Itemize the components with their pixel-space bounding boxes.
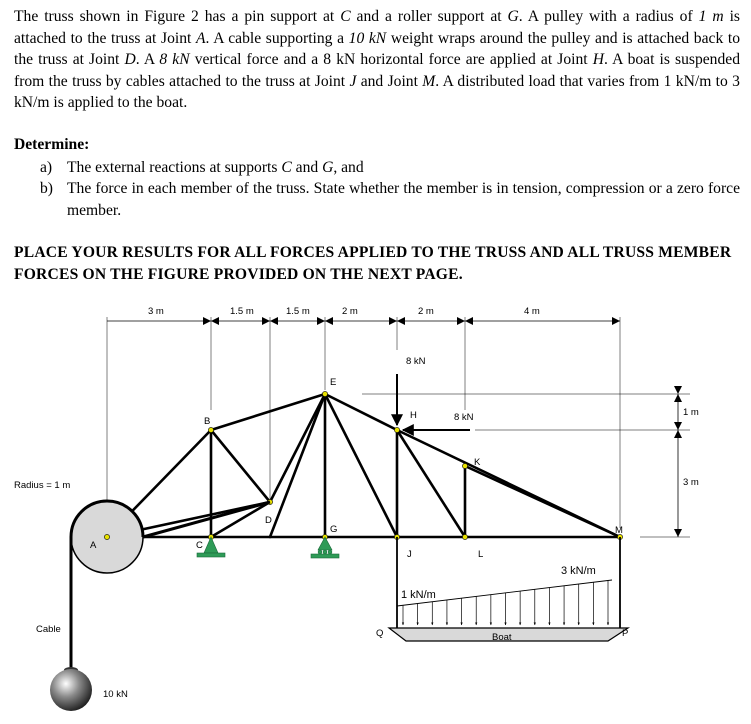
joint-label-P: P — [622, 628, 629, 639]
var: H — [592, 51, 604, 68]
var: 8 kN — [159, 51, 190, 68]
pulley — [71, 501, 270, 668]
var: J — [349, 72, 357, 90]
var: G — [322, 159, 334, 176]
text: The force in each member of the truss. State whether the member is in tension, compression or a zero force member. — [67, 180, 740, 219]
load-label-horizontal: 8 kN — [454, 412, 474, 423]
truss-members — [107, 394, 620, 537]
joint-label-D: D — [265, 515, 272, 526]
weight-ball — [50, 667, 92, 711]
var: C — [281, 159, 292, 176]
text: . A — [135, 51, 160, 68]
var: M — [422, 72, 436, 90]
joint-labels — [90, 377, 628, 639]
text: and Joint — [356, 72, 423, 90]
dim-label: 2 m — [342, 306, 358, 317]
text: , and — [333, 159, 364, 176]
var: 1 m — [698, 8, 724, 25]
text: is attached to the truss at Joint — [14, 8, 740, 47]
var: A — [195, 29, 206, 47]
weight-label: 10 kN — [103, 689, 128, 700]
text: . A pulley with a radius of — [518, 8, 699, 25]
joint-label-K: K — [474, 457, 481, 468]
text: . A distributed load that varies from 1 kN/m to 3 kN/m is applied to the boat. — [14, 72, 740, 111]
joint-label-B: B — [204, 416, 211, 427]
joint-label-L: L — [478, 549, 484, 560]
distributed-load-right-label: 3 kN/m — [561, 565, 596, 577]
joint-label-H: H — [410, 410, 417, 421]
text: and a roller support at — [350, 8, 508, 25]
text: The truss shown in Figure 2 has a pin support at — [14, 8, 341, 25]
dim-label: 2 m — [418, 306, 434, 317]
load-label-vertical: 8 kN — [406, 356, 426, 367]
text: vertical force and a 8 kN horizontal force are applied at Joint — [189, 51, 593, 68]
dimension-lines — [107, 306, 699, 537]
var: 10 kN — [348, 29, 387, 47]
var: C — [340, 8, 351, 25]
question-label: b) — [40, 180, 53, 197]
text: The external reactions at supports — [67, 159, 282, 176]
roller-support-G — [311, 537, 339, 558]
distributed-load-left-label: 1 kN/m — [401, 589, 436, 601]
dim-label: 1 m — [683, 407, 699, 418]
joint-label-Q: Q — [376, 628, 384, 639]
var: G — [507, 8, 519, 25]
instruction-text: PLACE YOUR RESULTS FOR ALL FORCES APPLIED TO THE TRUSS AND ALL TRUSS MEMBER FORCES ON THE FIGURE PROVIDED ON THE NEXT PAGE. — [14, 244, 732, 283]
text: weight wraps around the pulley and is attached back to the truss at Joint — [14, 29, 741, 68]
joint-label-A: A — [90, 540, 97, 551]
text: and — [291, 159, 323, 176]
radius-label: Radius = 1 m — [14, 480, 71, 491]
joint-label-C: C — [196, 540, 203, 551]
boat-label: Boat — [492, 632, 512, 643]
determine-heading: Determine: — [14, 136, 90, 153]
dim-label: 1.5 m — [286, 306, 310, 317]
dim-label: 1.5 m — [230, 306, 254, 317]
joint-label-G: G — [330, 524, 338, 535]
dim-label: 3 m — [683, 477, 699, 488]
text: . A boat is suspended from the truss by cables attached to the truss at Joint — [14, 51, 740, 90]
question-label: a) — [40, 159, 53, 176]
var: D — [124, 51, 136, 68]
joint-label-M: M — [615, 525, 623, 536]
dim-label: 3 m — [148, 306, 164, 317]
dim-label: 4 m — [524, 306, 540, 317]
joint-label-J: J — [407, 549, 412, 560]
cable-label: Cable — [36, 624, 61, 635]
text: . A cable supporting a — [205, 29, 349, 47]
distributed-load-arrows — [403, 580, 608, 625]
joint-label-E: E — [330, 377, 337, 388]
